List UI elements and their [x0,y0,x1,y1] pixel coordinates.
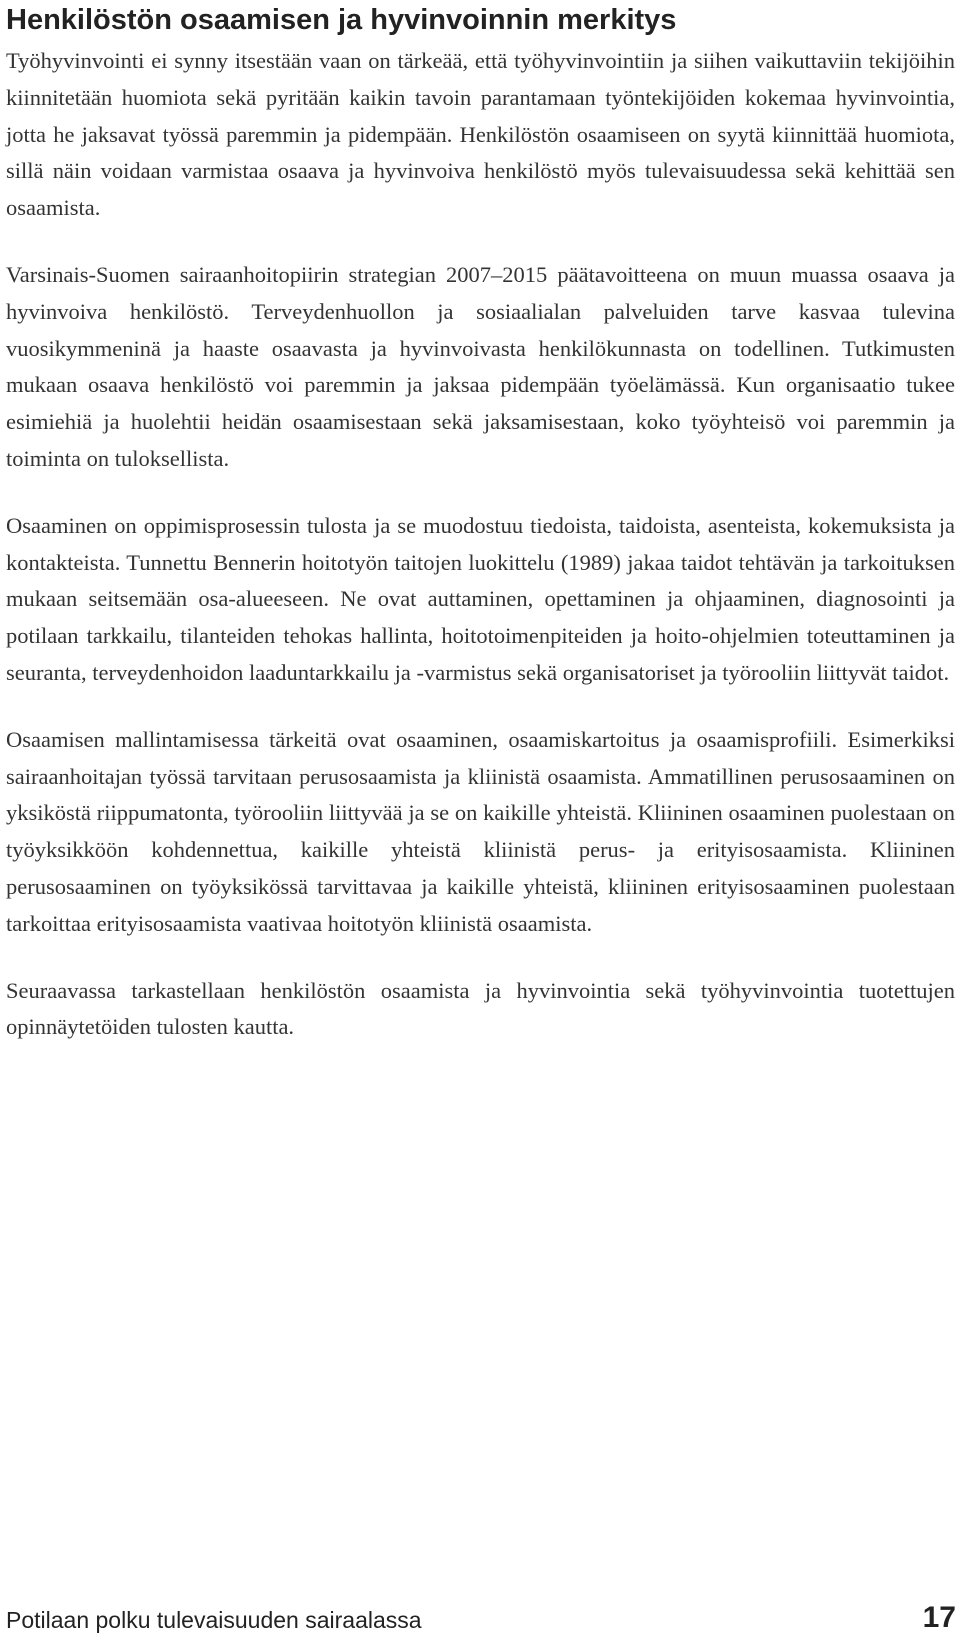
paragraph-5: Seuraavassa tarkastellaan henkilöstön osaamista ja hyvinvointia sekä työhyvinvointia tuotettujen opinnäytetöiden tulosten kautta. [6,977,955,1040]
page-number: 17 [922,1601,956,1634]
paragraph-3: Osaaminen on oppimisprosessin tulosta ja se muodostuu tiedoista, taidoista, asenteista, kokemuksista ja kontakteista. Tunnettu Bennerin hoitotyön taitojen luokittelu (1989) jakaa taidot tehtävän ja tarkoituksen mukaan seitsemään osa-alueeseen. Ne ovat auttaminen, opettaminen ja ohjaaminen, diagnosointi ja potilaan tarkkailu, tilanteiden tehokas hallinta, hoitotoimenpiteiden ja hoito-ohjelmien toteuttaminen ja seuranta, terveydenhoidon laaduntarkkailu ja -varmistus sekä organisatoriset ja työrooliin liittyvät taidot. [6,512,955,685]
footer-publication-title: Potilaan polku tulevaisuuden sairaalassa [6,1607,422,1633]
paragraph-1: Työhyvinvointi ei synny itsestään vaan on tärkeää, että työhyvinvointiin ja siihen vaikuttaviin tekijöihin kiinnitetään huomiota sekä pyritään kaikin tavoin parantamaan työntekijöiden kokemaa hyvinvointia, jotta he jaksavat työssä paremmin ja pidempään. Henkilöstön osaamiseen on syytä kiinnittää huomiota, sillä näin voidaan varmistaa osaava ja hyvinvoiva henkilöstö myös tulevaisuudessa sekä kehittää sen osaamista. [6,48,955,221]
body-text [6,43,955,1076]
page-title: Henkilöstön osaamisen ja hyvinvoinnin merkitys [6,4,677,36]
paragraph-4: Osaamisen mallintamisessa tärkeitä ovat osaaminen, osaamiskartoitus ja osaamisprofiili. Esimerkiksi sairaanhoitajan työssä tarvitaan perusosaamista ja kliinistä osaamista. Ammatillinen perusosaaminen on yksiköstä riippumatonta, työrooliin liittyvää ja se on kaikille yhteistä. Kliininen osaaminen puolestaan on työyksikköön kohdennettua, kaikille yhteistä kliinistä perus- ja erityisosaamista. Kliininen perusosaaminen on työyksikössä tarvittavaa ja kaikille yhteistä, kliininen erityisosaaminen puolestaan tarkoittaa erityisosaamista vaativaa hoitotyön kliinistä osaamista. [6,726,955,936]
paragraph-2: Varsinais-Suomen sairaanhoitopiirin strategian 2007–2015 päätavoitteena on muun muassa osaava ja hyvinvoiva henkilöstö. Terveydenhuollon ja sosiaalialan palveluiden tarve kasvaa tulevina vuosikymmeninä ja haaste osaavasta ja hyvinvoivasta henkilökunnasta on todellinen. Tutkimusten mukaan osaava henkilöstö voi paremmin ja jaksaa pidempään työelämässä. Kun organisaatio tukee esimiehiä ja huolehtii heidän osaamisestaan sekä jaksamisestaan, koko työyhteisö voi paremmin ja toiminta on tuloksellista. [6,261,955,471]
